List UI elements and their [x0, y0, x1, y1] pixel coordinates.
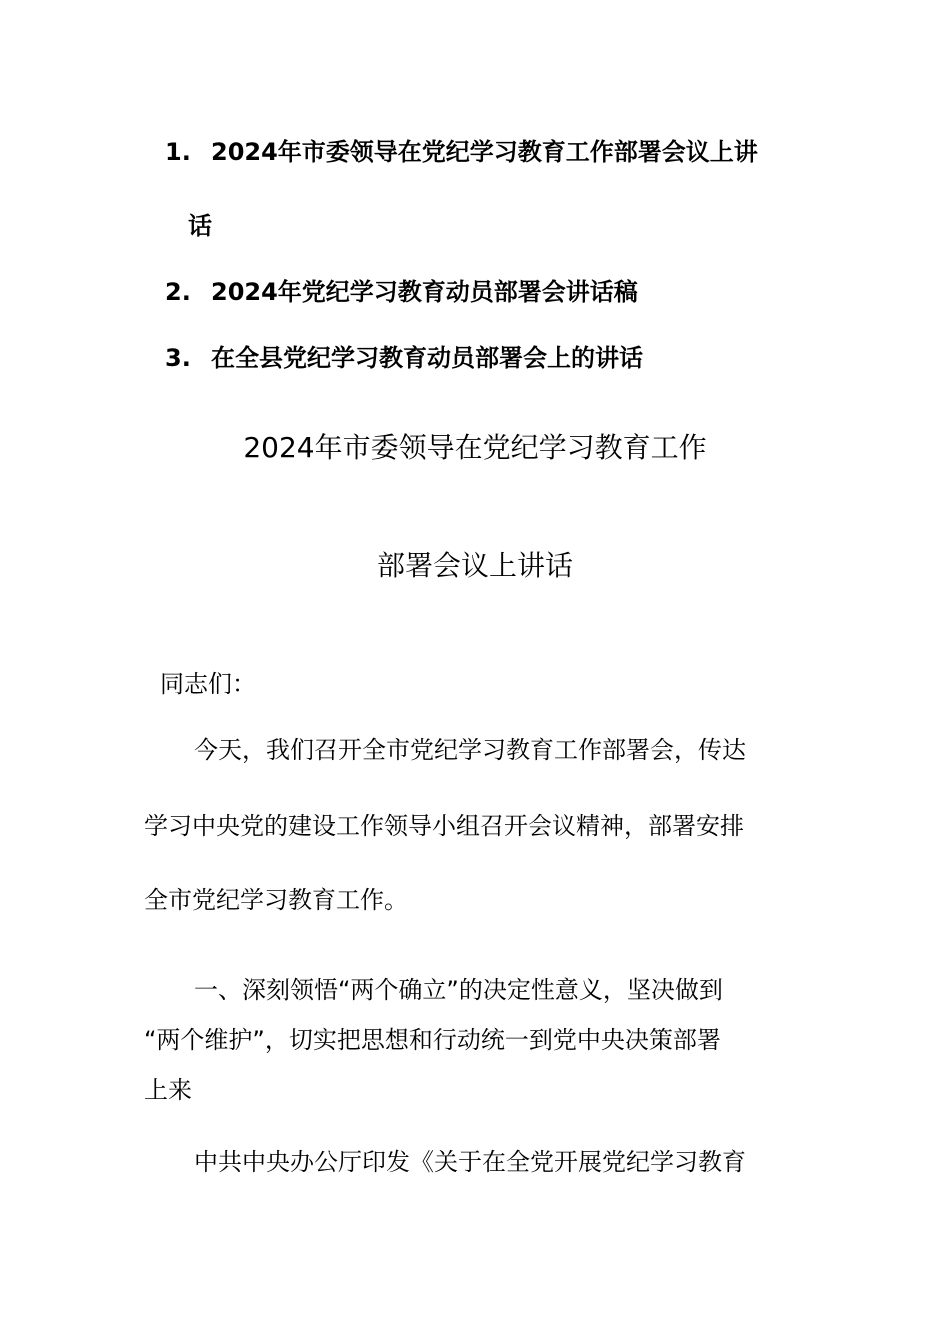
toc-number: 1.: [165, 138, 191, 166]
document-title-line-1: 2024年市委领导在党纪学习教育工作: [243, 431, 707, 464]
toc-text: 在全县党纪学习教育动员部署会上的讲话: [211, 344, 643, 372]
toc-item-3[interactable]: [165, 342, 643, 374]
section-1-heading-line-3: 上来: [144, 1076, 192, 1104]
paragraph-1-line-2: 学习中央党的建设工作领导小组召开会议精神，部署安排: [144, 812, 744, 840]
toc-text: 2024年市委领导在党纪学习教育工作部署会议上讲: [211, 138, 758, 166]
paragraph-2-line-1: 中共中央办公厅印发《关于在全党开展党纪学习教育: [194, 1148, 746, 1176]
toc-number: 3.: [165, 344, 191, 372]
toc-text: 2024年党纪学习教育动员部署会讲话稿: [211, 278, 638, 306]
salutation: 同志们：: [160, 670, 256, 698]
paragraph-1-line-3: 全市党纪学习教育工作。: [144, 886, 408, 914]
section-1-heading-line-2: “两个维护”，切实把思想和行动统一到党中央决策部署: [144, 1026, 721, 1054]
toc-item-2[interactable]: [165, 276, 638, 308]
document-title-line-2: 部署会议上讲话: [376, 549, 573, 582]
toc-item-1-continuation: 话: [188, 212, 212, 240]
toc-number: 2.: [165, 278, 191, 306]
toc-item-1[interactable]: [165, 136, 758, 168]
section-1-heading-line-1: 一、深刻领悟“两个确立”的决定性意义，坚决做到: [194, 976, 723, 1004]
paragraph-1-line-1: 今天，我们召开全市党纪学习教育工作部署会，传达: [194, 736, 746, 764]
